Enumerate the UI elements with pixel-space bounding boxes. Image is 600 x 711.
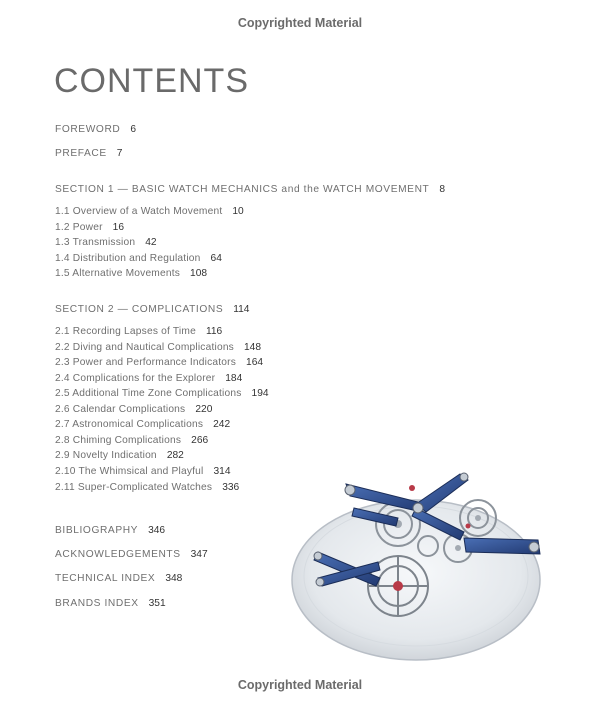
toc-entry-label: SECTION 2 — COMPLICATIONS (55, 304, 224, 315)
toc-entry-label: TECHNICAL INDEX (55, 573, 156, 584)
toc-entry-page: 184 (225, 373, 243, 384)
toc-entry-page: 220 (195, 404, 213, 415)
toc-entry-label: 2.6 Calendar Complications (55, 404, 186, 415)
toc-entry-label: 2.8 Chiming Complications (55, 435, 182, 446)
toc-entry-label: ACKNOWLEDGEMENTS (55, 549, 181, 560)
toc-entry-page: 266 (191, 435, 209, 446)
toc-entry-label: 2.10 The Whimsical and Playful (55, 466, 204, 477)
toc-entry[interactable] (55, 237, 157, 249)
toc-entry-page: 314 (213, 466, 231, 477)
toc-entry-page: 194 (251, 388, 269, 399)
toc-entry-page: 242 (213, 419, 231, 430)
toc-entry-label: 2.1 Recording Lapses of Time (55, 326, 196, 337)
toc-entry-label: 2.5 Additional Time Zone Complications (55, 388, 242, 399)
watch-movement-illustration (288, 468, 558, 668)
toc-entry-label: FOREWORD (55, 124, 121, 135)
toc-entry-page: 164 (246, 357, 264, 368)
toc-entry-label: 1.3 Transmission (55, 237, 136, 248)
toc-entry-page: 347 (190, 549, 208, 560)
toc-entry[interactable] (55, 357, 263, 369)
toc-entry-label: 1.4 Distribution and Regulation (55, 253, 201, 264)
toc-entry[interactable] (55, 388, 269, 400)
toc-entry-page: 8 (439, 184, 446, 195)
toc-section-1-heading[interactable] (55, 184, 445, 196)
toc-entry-label: 2.11 Super-Complicated Watches (55, 482, 213, 493)
toc-entry-label: 1.5 Alternative Movements (55, 268, 181, 279)
toc-entry-bibliography[interactable] (55, 525, 165, 537)
toc-entry-acknowledgements[interactable] (55, 549, 208, 561)
toc-section-2-heading[interactable] (55, 304, 249, 316)
toc-entry-page: 10 (232, 206, 244, 217)
toc-entry[interactable] (55, 326, 222, 338)
toc-entry-page: 336 (222, 482, 240, 493)
toc-entry-page: 114 (233, 304, 250, 315)
watermark-bottom: Copyrighted Material (237, 678, 363, 692)
toc-entry-label: 2.3 Power and Performance Indicators (55, 357, 237, 368)
toc-entry[interactable] (55, 404, 212, 416)
toc-entry[interactable] (55, 435, 208, 447)
page-title: CONTENTS (54, 62, 249, 100)
toc-entry[interactable] (55, 206, 244, 218)
toc-entry-page: 351 (148, 598, 166, 609)
toc-entry[interactable] (55, 450, 184, 462)
toc-entry[interactable] (55, 268, 207, 280)
watermark-top: Copyrighted Material (237, 16, 363, 30)
toc-entry-page: 148 (243, 342, 261, 353)
toc-entry-page: 16 (112, 222, 125, 233)
toc-entry-label: 2.9 Novelty Indication (55, 450, 157, 461)
toc-entry[interactable] (55, 419, 230, 431)
toc-entry-technical-index[interactable] (55, 573, 182, 585)
toc-entry-label: BRANDS INDEX (55, 598, 139, 609)
toc-entry-page: 7 (116, 148, 123, 159)
toc-entry-label: 1.1 Overview of a Watch Movement (55, 206, 223, 217)
toc-entry-page: 64 (210, 253, 222, 264)
toc-entry[interactable] (55, 342, 261, 354)
toc-entry-page: 348 (165, 573, 183, 584)
toc-entry-label: SECTION 1 — BASIC WATCH MECHANICS and the WATCH MOVEMENT (55, 184, 430, 195)
toc-entry-label: PREFACE (55, 148, 107, 159)
toc-entry-page: 346 (148, 525, 166, 536)
toc-entry-page: 116 (205, 326, 223, 337)
toc-entry-label: 2.7 Astronomical Complications (55, 419, 204, 430)
toc-entry-brands-index[interactable] (55, 598, 166, 610)
toc-entry-page: 42 (145, 237, 157, 248)
toc-entry-page: 108 (190, 268, 208, 279)
toc-entry-page: 6 (130, 124, 137, 135)
toc-entry[interactable] (55, 222, 124, 234)
toc-entry[interactable] (55, 373, 242, 385)
toc-entry-label: 2.2 Diving and Nautical Complications (55, 342, 234, 353)
toc-entry-label: 2.4 Complications for the Explorer (55, 373, 216, 384)
toc-entry-foreword[interactable] (55, 124, 136, 136)
toc-entry[interactable] (55, 482, 239, 494)
toc-entry-page: 282 (166, 450, 184, 461)
toc-entry-label: BIBLIOGRAPHY (55, 525, 139, 536)
toc-entry-label: 1.2 Power (55, 222, 103, 233)
toc-entry[interactable] (55, 253, 222, 265)
toc-entry-preface[interactable] (55, 148, 122, 160)
toc-entry[interactable] (55, 466, 231, 478)
